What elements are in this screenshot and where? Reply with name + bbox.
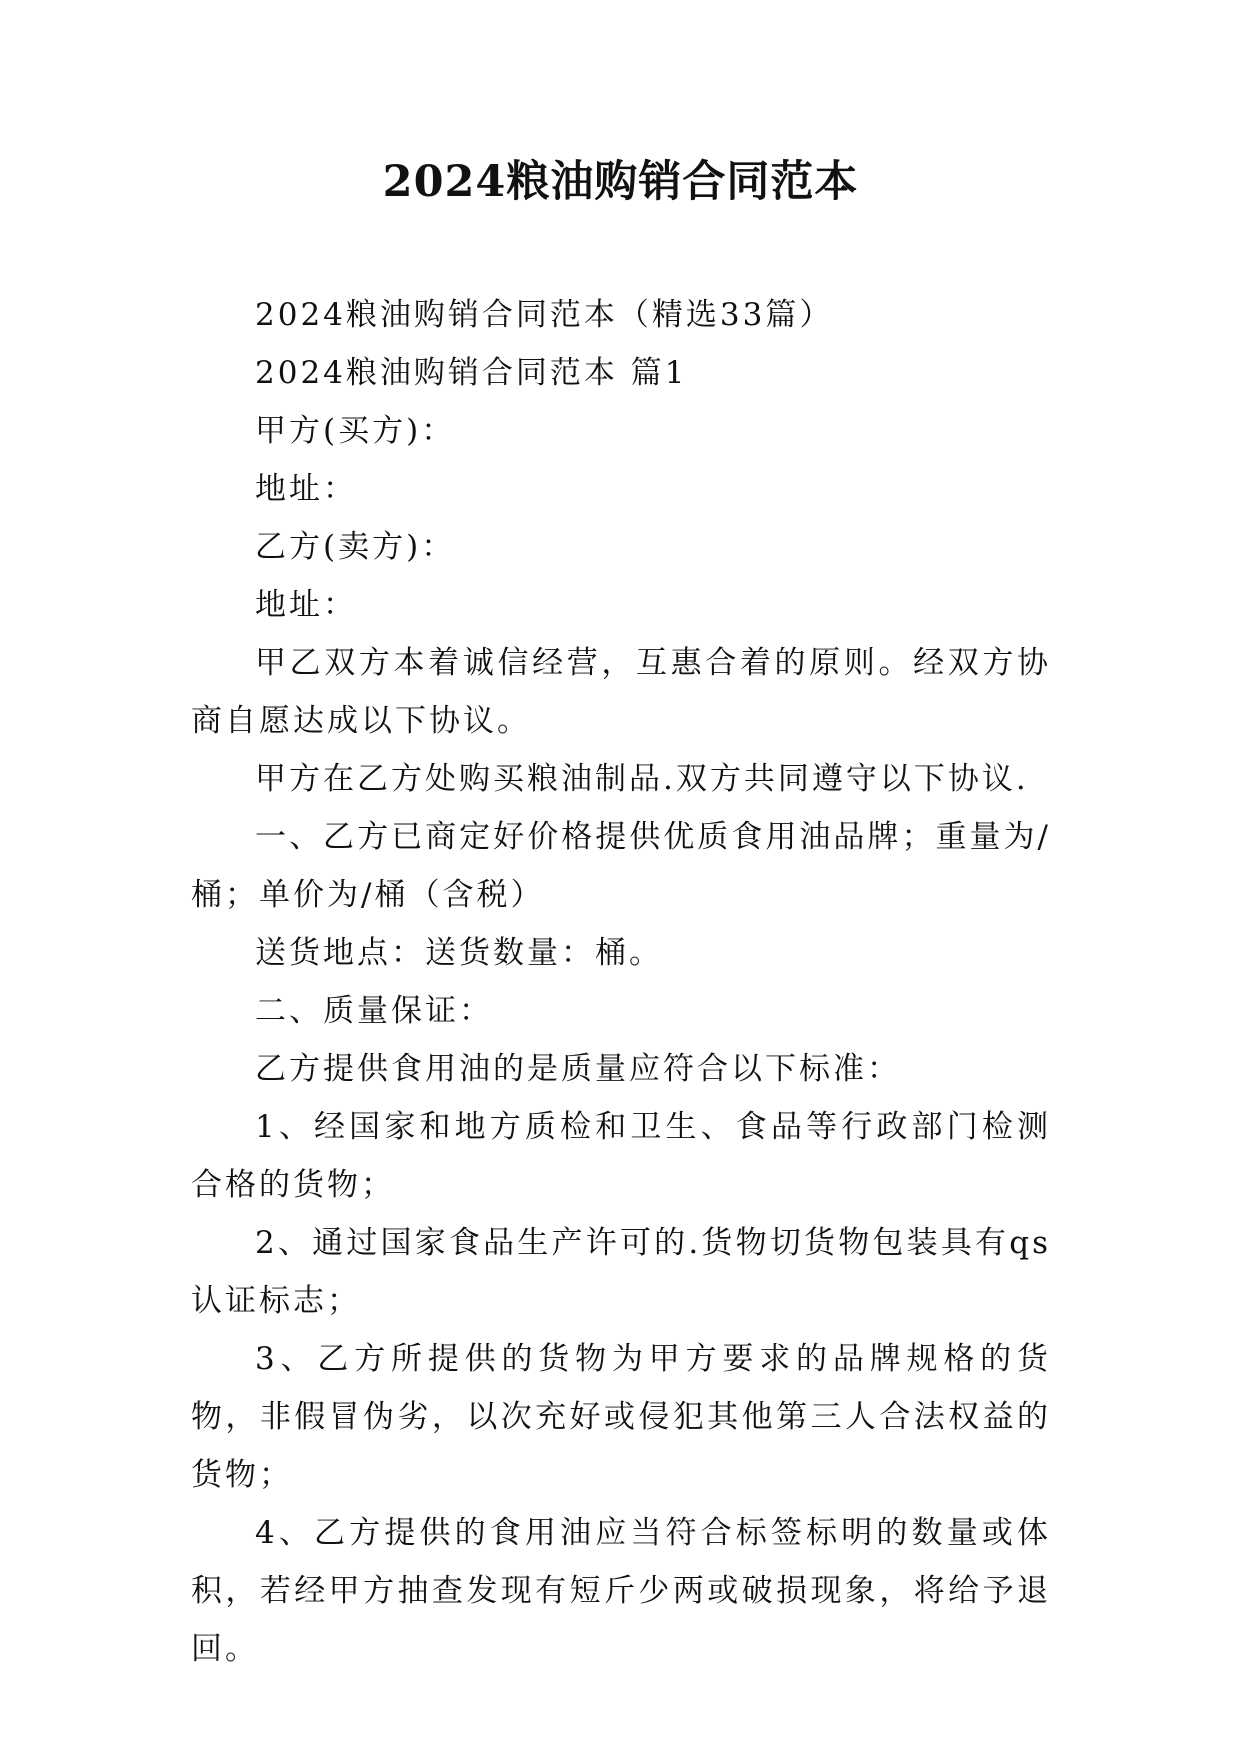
- paragraph-preamble: 甲乙双方本着诚信经营，互惠合着的原则。经双方协商自愿达成以下协议。: [191, 645, 1051, 739]
- paragraph-section-heading: 2024粮油购销合同范本 篇1: [255, 355, 688, 391]
- paragraph-party-a: 甲方(买方)：: [255, 413, 456, 449]
- paragraph-party-b: 乙方(卖方)：: [255, 529, 456, 565]
- paragraph-clause-2: 二、质量保证：: [255, 993, 493, 1029]
- paragraph-subtitle: 2024粮油购销合同范本（精选33篇）: [255, 297, 834, 333]
- paragraph-party-a-address: 地址：: [255, 471, 357, 507]
- paragraph-clause-1: 一、乙方已商定好价格提供优质食用油品牌；重量为/桶；单价为/桶（含税）: [191, 819, 1051, 913]
- paragraph-quality-3: 3、乙方所提供的货物为甲方要求的品牌规格的货物，非假冒伪劣，以次充好或侵犯其他第三人合法权益的货物；: [191, 1341, 1051, 1493]
- paragraph-party-b-address: 地址：: [255, 587, 357, 623]
- paragraph-quality-4: 4、乙方提供的食用油应当符合标签标明的数量或体积，若经甲方抽查发现有短斤少两或破损现象，将给予退回。: [191, 1515, 1051, 1667]
- paragraph-quality-1: 1、经国家和地方质检和卫生、食品等行政部门检测合格的货物；: [191, 1109, 1051, 1203]
- document-title: 2024粮油购销合同范本: [382, 157, 859, 207]
- paragraph-quality-2: 2、通过国家食品生产许可的.货物切货物包装具有qs认证标志；: [191, 1225, 1051, 1319]
- paragraph-quality-intro: 乙方提供食用油的是质量应符合以下标准：: [255, 1051, 901, 1087]
- document-body: [191, 286, 1051, 1678]
- paragraph-delivery: 送货地点：送货数量：桶。: [255, 935, 663, 971]
- paragraph-purchase: 甲方在乙方处购买粮油制品.双方共同遵守以下协议.: [255, 761, 1029, 797]
